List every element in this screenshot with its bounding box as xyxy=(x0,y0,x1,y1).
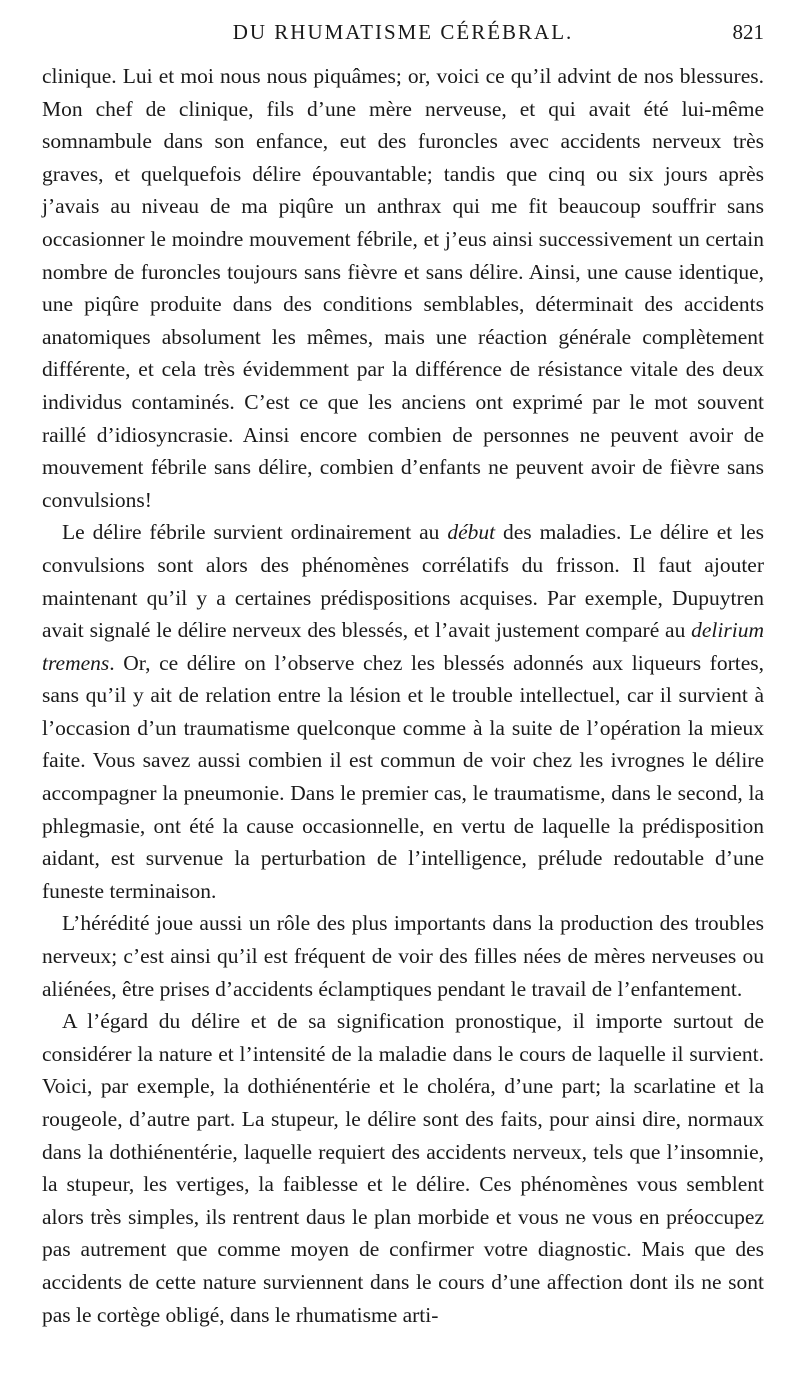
page-number: 821 xyxy=(732,20,764,44)
paragraph-text: L’hérédité joue aussi un rôle des plus importants dans la production des troubles nerveux; c’est ainsi qu’il est fréquent de voir des filles nées de mères nerveuses ou aliénées, être prises d’accidents éclamptiques pendant le travail de l’enfantement. xyxy=(42,911,764,1001)
italic-term-delirium-tremens: delirium tremens xyxy=(42,618,764,675)
running-header xyxy=(42,14,764,50)
paragraph-text: A l’égard du délire et de sa signification pronostique, il importe surtout de considérer la nature et l’intensité de la maladie dans le cours de laquelle il survient. Voici, par exemple, la dothiénentérie et le choléra, d’une part; la scarlatine et la rougeole, d’autre part. La stupeur, le délire sont des faits, pour ainsi dire, normaux dans la dothiénentérie, laquelle requiert des accidents nerveux, tels que l’insomnie, la stupeur, les vertiges, la faiblesse et le délire. Ces phénomènes vous semblent alors très simples, ils rentrent daus le plan morbide et vous ne vous en préoccupez pas autrement que comme moyen de confirmer votre diagnostic. Mais que des accidents de cette nature surviennent dans le cours d’une affection dont ils ne sont pas le cortège obligé, dans le rhumatisme arti- xyxy=(42,1009,764,1327)
paragraph-text: . Or, ce délire on l’observe chez les blessés adonnés aux liqueurs fortes, sans qu’il y ait de relation entre la lésion et le trouble intellectuel, car il survient à l’occasion d’un traumatisme quelconque comme à la suite de l’opération la mieux faite. Vous savez aussi combien il est commun de voir chez les ivrognes le délire accompagner la pneumonie. Dans le premier cas, le traumatisme, dans le second, la phlegmasie, ont été la cause occasionnelle, en vertu de laquelle la prédisposition aidant, est survenue la perturbation de l’intelligence, prélude redoutable d’une funeste terminaison. xyxy=(42,650,764,903)
italic-term-debut: début xyxy=(447,520,496,545)
paragraph-2 xyxy=(42,516,764,907)
paragraph-3 xyxy=(42,907,764,1005)
paragraph-1 xyxy=(42,60,764,516)
paragraph-4 xyxy=(42,1005,764,1331)
paragraph-text: des maladies. Le délire et les convulsions sont alors des phénomènes corrélatifs du frisson. Il faut ajouter maintenant qu’il y a certaines prédispositions acquises. Par exemple, Dupuytren avait signalé le délire nerveux des blessés, et l’avait justement comparé au xyxy=(42,520,764,643)
paragraph-text: clinique. Lui et moi nous nous piquâmes; or, voici ce qu’il advint de nos blessures. Mon chef de clinique, fils d’une mère nerveuse, et qui avait été lui-même somnambule dans son enfance, eut des furoncles avec accidents nerveux très graves, et quelquefois délire épouvantable; tandis que cinq ou six jours après j’avais au niveau de ma piqûre un anthrax qui me fit beaucoup souffrir sans occasionner le moindre mouvement fébrile, et j’eus ainsi successivement un certain nombre de furoncles toujours sans fièvre et sans délire. Ainsi, une cause identique, une piqûre produite dans des conditions semblables, déterminait des accidents anatomiques absolument les mêmes, mais une réaction générale complètement différente, et cela très évidemment par la différence de résistance vitale des deux individus contaminés. C’est ce que les anciens ont exprimé par le mot souvent raillé d’idiosyncrasie. Ainsi encore combien de personnes ne peuvent avoir de mouvement fébrile sans délire, combien d’enfants ne peuvent avoir de fièvre sans convulsions! xyxy=(42,64,764,512)
running-title: DU RHUMATISME CÉRÉBRAL. xyxy=(232,20,574,44)
paragraph-text: Le délire fébrile survient ordinairement au xyxy=(62,520,448,545)
body-text xyxy=(42,60,764,1331)
